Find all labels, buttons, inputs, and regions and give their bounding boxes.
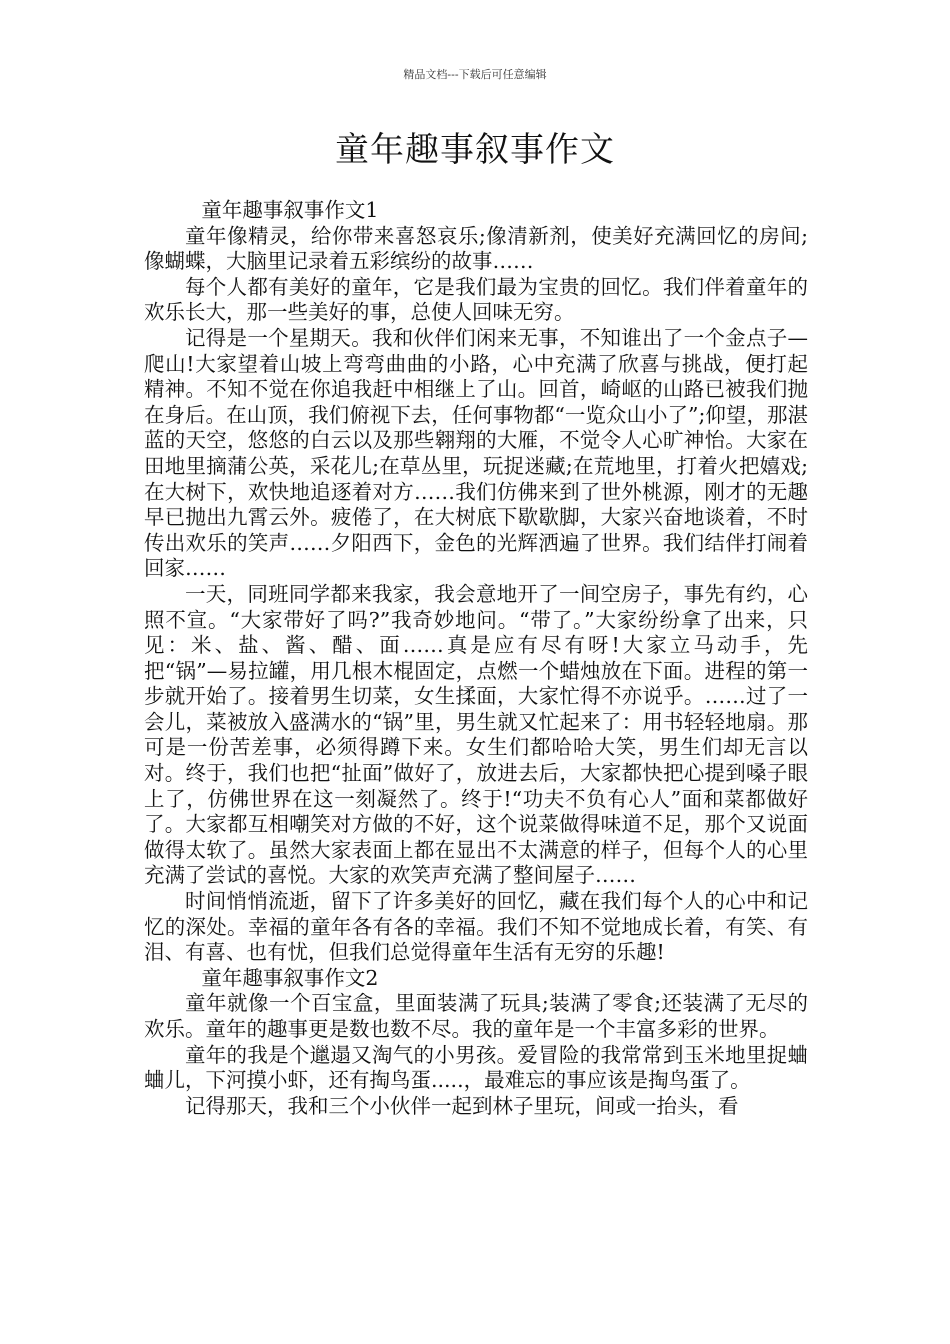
paragraph: 童年就像一个百宝盒，里面装满了玩具;装满了零食;还装满了无尽的欢乐。童年的趣事更是数也数不尽。我的童年是一个丰富多彩的世界。 [144, 991, 808, 1041]
paragraph: 记得那天，我和三个小伙伴一起到林子里玩，间或一抬头，看 [185, 1093, 739, 1118]
header-note: 精品文档---下载后可任意编辑 [403, 68, 547, 81]
document-body [144, 198, 808, 1119]
paragraph: 童年像精灵，给你带来喜怒哀乐;像清新剂，使美好充满回忆的房间;像蝴蝶，大脑里记录着五彩缤纷的故事…… [144, 223, 808, 274]
paragraph: 记得是一个星期天。我和伙伴们闲来无事，不知谁出了一个金点子—爬山!大家望着山坡上弯弯曲曲的小路，心中充满了欣喜与挑战，便打起精神。不知不觉在你追我赶中相继上了山。回首，崎岖的山路已被我们抛在身后。在山顶，我们俯视下去，任何事物都“一览众山小了”;仰望，那湛蓝的天空，悠悠的白云以及那些翱翔的大雁，不觉令人心旷神怡。大家在田地里摘蒲公英，采花儿;在草丛里，玩捉迷藏;在荒地里，打着火把嬉戏;在大树下，欢快地追逐着对方……我们仿佛来到了世外桃源，刚才的无趣早已抛出九霄云外。疲倦了，在大树底下歇歇脚，大家兴奋地谈着，不时传出欢乐的笑声……夕阳西下，金色的光辉洒遍了世界。我们结伴打闹着回家…… [144, 325, 808, 581]
document-title: 童年趣事叙事作文 [335, 130, 615, 170]
paragraph: 童年的我是个邋遢又淘气的小男孩。爱冒险的我常常到玉米地里捉蛐蛐儿，下河摸小虾，还有掏鸟蛋.....，最难忘的事应该是掏鸟蛋了。 [144, 1042, 808, 1093]
section-heading: 童年趣事叙事作文2 [201, 965, 379, 990]
section-heading: 童年趣事叙事作文1 [201, 198, 379, 222]
paragraph: 一天，同班同学都来我家，我会意地开了一间空房子，事先有约，心照不宣。“大家带好了吗?”我奇妙地问。“带了。”大家纷纷拿了出来，只见：米、盐、酱、醋、面……真是应有尽有呀!大家立马动手，先把“锅”—易拉罐，用几根木棍固定，点燃一个蜡烛放在下面。进程的第一步就开始了。接着男生切菜，女生揉面，大家忙得不亦说乎。……过了一会儿，菜被放入盛满水的“锅”里，男生就又忙起来了：用书轻轻地扇。那可是一份苦差事，必须得蹲下来。女生们都哈哈大笑，男生们却无言以对。终于，我们也把“扯面”做好了，放进去后，大家都快把心提到嗓子眼上了，仿佛世界在这一刻凝然了。终于!“功夫不负有心人”面和菜都做好了。大家都互相嘲笑对方做的不好，这个说菜做得味道不足，那个又说面做得太软了。虽然大家表面上都在显出不太满意的样子，但每个人的心里充满了尝试的喜悦。大家的欢笑声充满了整间屋子…… [144, 581, 808, 888]
paragraph: 时间悄悄流逝，留下了许多美好的回忆，藏在我们每个人的心中和记忆的深处。幸福的童年各有各的幸福。我们不知不觉地成长着，有笑、有泪、有喜、也有忧，但我们总觉得童年生活有无穷的乐趣! [144, 889, 808, 965]
paragraph: 每个人都有美好的童年，它是我们最为宝贵的回忆。我们伴着童年的欢乐长大，那一些美好的事，总使人回味无穷。 [144, 274, 808, 325]
